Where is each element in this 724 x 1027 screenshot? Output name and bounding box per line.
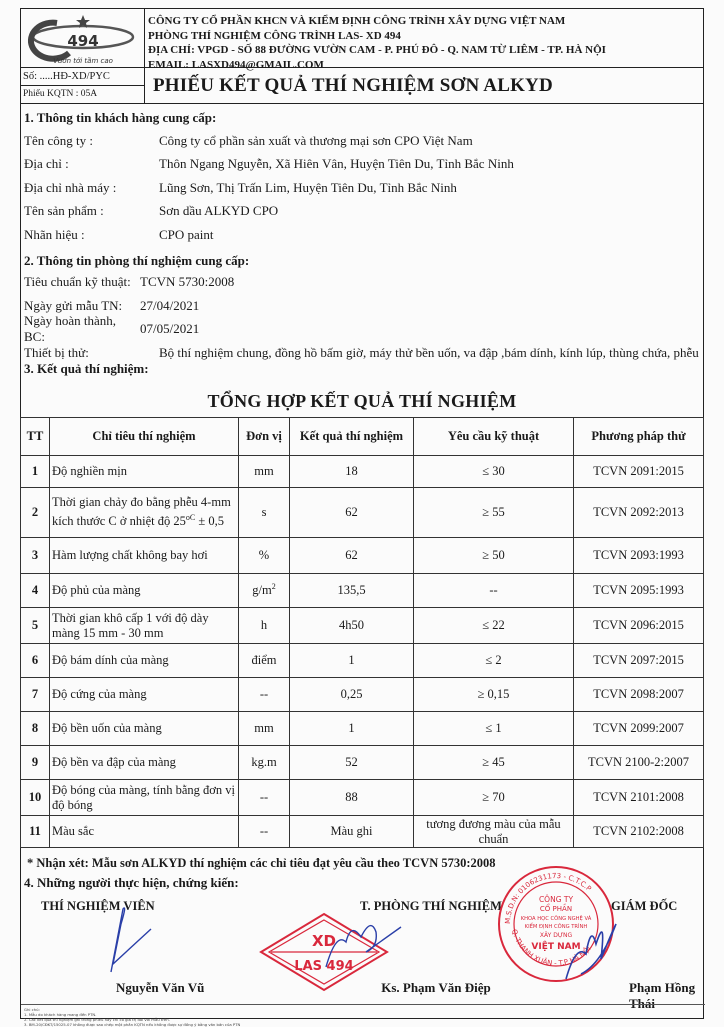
cell-method: TCVN 2098:2007: [574, 678, 704, 712]
company-email: EMAIL: LASXD494@GMAIL.COM: [148, 58, 324, 71]
report-title-row: [20, 68, 704, 104]
cell-method: TCVN 2092:2013: [574, 488, 704, 538]
report-title: PHIẾU KẾT QUẢ THÍ NGHIỆM SƠN ALKYD: [153, 75, 553, 96]
cell-method: TCVN 2091:2015: [574, 456, 704, 488]
cell-tt: 10: [21, 780, 50, 816]
cell-method: TCVN 2101:2008: [574, 780, 704, 816]
info-value: Sơn dầu ALKYD CPO: [159, 203, 279, 219]
logo-tagline: Vươn tới tầm cao: [53, 57, 113, 65]
table-row: [21, 488, 704, 538]
cell-result: 62: [290, 488, 414, 538]
cell-method: TCVN 2102:2008: [574, 816, 704, 848]
footnote-line: 3. BM-20/CĐKT/15025-07 không được sao chép một phần KQTN nếu không được sự đồng ý bằng văn bản của PTN: [24, 1022, 241, 1027]
lab-stamp-bottom-text: LAS 494: [294, 959, 354, 974]
info-label: Thiết bị thử:: [24, 345, 89, 360]
company-name: CÔNG TY CỔ PHẦN KHCN VÀ KIỂM ĐỊNH CÔNG TRÌNH XÂY DỰNG VIỆT NAM: [148, 15, 566, 27]
table-row: [21, 608, 704, 644]
reference-cell: [21, 68, 145, 103]
info-label: Ngày gửi mẫu TN:: [24, 297, 123, 313]
info-label: Địa chỉ nhà máy :: [24, 179, 117, 195]
cell-criterion: Độ phủ của màng: [50, 574, 239, 608]
cell-tt: 3: [21, 538, 50, 574]
cell-requirement: ≤ 1: [414, 712, 574, 746]
info-label: Tên công ty :: [24, 132, 93, 148]
name-lab-technician: Nguyễn Văn Vũ: [116, 980, 205, 995]
customer-info: [21, 129, 703, 247]
cell-method: TCVN 2093:1993: [574, 538, 704, 574]
info-row-completion-date: [21, 313, 703, 345]
info-value: CPO paint: [159, 226, 214, 242]
summary-title: TỔNG HỢP KẾT QUẢ THÍ NGHIỆM: [207, 391, 517, 411]
cell-result: 88: [290, 780, 414, 816]
role-lab-head: T. PHÒNG THÍ NGHIỆM: [360, 899, 502, 913]
info-label: Ngày hoàn thành, BC:: [24, 313, 117, 345]
info-row-brand: [21, 223, 703, 247]
seal-line: VIỆT NAM: [531, 942, 581, 952]
cell-tt: 5: [21, 608, 50, 644]
section-results-heading: 3. Kết quả thí nghiệm:: [24, 361, 149, 376]
cell-tt: 2: [21, 488, 50, 538]
cell-method: TCVN 2095:1993: [574, 574, 704, 608]
cell-method: TCVN 2096:2015: [574, 608, 704, 644]
cell-unit: điểm: [239, 644, 290, 678]
seal-line: CÔNG TY: [538, 895, 574, 904]
footnote-line: Ghi chú:: [24, 1007, 40, 1012]
seal-line: KHOA HỌC CÔNG NGHỆ VÀ: [520, 916, 592, 922]
info-value: Công ty cổ phần sản xuất và thương mại sơn CPO Việt Nam: [159, 132, 473, 148]
table-row: [21, 678, 704, 712]
info-value: Lũng Sơn, Thị Trấn Lim, Huyện Tiên Du, Tỉnh Bắc Ninh: [159, 179, 457, 195]
cell-tt: 4: [21, 574, 50, 608]
cell-tt: 7: [21, 678, 50, 712]
col-header-unit: Đơn vị: [239, 418, 290, 456]
cell-method: TCVN 2097:2015: [574, 644, 704, 678]
signature-director: [561, 904, 621, 984]
cell-unit: mm: [239, 712, 290, 746]
cell-unit: [239, 574, 290, 608]
test-report-page: [20, 8, 704, 1027]
svg-text:494: 494: [67, 32, 99, 50]
name-lab-head: Ks. Phạm Văn Điệp: [381, 980, 491, 995]
cell-unit: h: [239, 608, 290, 644]
info-value: 27/04/2021: [140, 297, 200, 313]
cell-criterion: Độ bền uốn của màng: [50, 712, 239, 746]
company-address: ĐỊA CHỈ: VPGD - SỐ 88 ĐƯỜNG VƯỜN CAM - P. PHÚ ĐÔ - Q. NAM TỪ LIÊM - TP. HÀ NỘI: [148, 44, 606, 56]
cell-criterion: Độ cứng của màng: [50, 678, 239, 712]
form-code: Phiếu KQTN : 05A: [23, 88, 98, 99]
cell-unit: --: [239, 678, 290, 712]
lab-name: PHÒNG THÍ NGHIỆM CÔNG TRÌNH LAS- XD 494: [148, 29, 401, 42]
criterion-tolerance: ± 0,5: [195, 514, 224, 529]
info-row-product: [21, 200, 703, 224]
table-row: [21, 746, 704, 780]
name-director: Phạm Hồng Thái: [629, 980, 696, 1011]
info-row-address: [21, 153, 703, 177]
cell-result: 4h50: [290, 608, 414, 644]
cell-requirement: ≤ 22: [414, 608, 574, 644]
info-value: Thôn Ngang Nguyễn, Xã Hiên Vân, Huyện Tiên Du, Tỉnh Bắc Ninh: [159, 156, 514, 172]
cell-criterion: Thời gian khô cấp 1 với độ dày màng 15 mm - 30 mm: [50, 608, 239, 644]
cell-criterion: [50, 488, 239, 538]
logo-494-icon: [27, 13, 139, 59]
seal-line: KIỂM ĐỊNH CÔNG TRÌNH: [524, 924, 588, 930]
info-row-standard: [21, 271, 703, 295]
cell-result: 62: [290, 538, 414, 574]
info-row-factory: [21, 176, 703, 200]
cell-criterion: Độ nghiền mịn: [50, 456, 239, 488]
cell-tt: 11: [21, 816, 50, 848]
company-logo: [21, 9, 145, 67]
unit-superscript: 2: [271, 582, 276, 592]
table-row: [21, 712, 704, 746]
signature-lab-head: [316, 912, 406, 972]
cell-unit: s: [239, 488, 290, 538]
cell-result: 0,25: [290, 678, 414, 712]
cell-requirement: ≤ 30: [414, 456, 574, 488]
report-header: [20, 8, 704, 71]
cell-requirement: ≥ 50: [414, 538, 574, 574]
cell-requirement: ≥ 0,15: [414, 678, 574, 712]
footnote: [21, 1004, 705, 1027]
cell-unit: --: [239, 816, 290, 848]
role-director: GIÁM ĐỐC: [611, 899, 678, 913]
cell-unit: %: [239, 538, 290, 574]
report-body: [20, 104, 704, 1027]
lab-stamp-top-text: XD: [311, 932, 337, 950]
footnote-line: 1. Mẫu do khách hàng mang đến PTN.: [24, 1012, 97, 1017]
col-header-tt: TT: [21, 418, 50, 456]
results-table: [20, 417, 704, 848]
cell-unit: --: [239, 780, 290, 816]
info-label: Nhãn hiệu :: [24, 226, 85, 242]
section-signatories-heading: 4. Những người thực hiện, chứng kiến:: [24, 875, 239, 890]
degree-superscript: oC: [185, 513, 196, 523]
info-label: Tên sản phẩm :: [24, 203, 104, 219]
table-row: [21, 538, 704, 574]
table-row: [21, 816, 704, 848]
cell-tt: 6: [21, 644, 50, 678]
section-customer-heading: 1. Thông tin khách hàng cung cấp:: [24, 110, 217, 125]
info-value: 07/05/2021: [140, 321, 200, 337]
info-label: Tiêu chuẩn kỹ thuật:: [24, 274, 131, 290]
info-label: Địa chỉ :: [24, 156, 69, 172]
col-header-criterion: Chỉ tiêu thí nghiệm: [50, 418, 239, 456]
cell-result: 1: [290, 712, 414, 746]
table-row: [21, 780, 704, 816]
remark-text: * Nhận xét: Mẫu sơn ALKYD thí nghiệm các chỉ tiêu đạt yêu cầu theo TCVN 5730:2008: [27, 856, 496, 870]
cell-requirement: ≥ 70: [414, 780, 574, 816]
cell-result: Màu ghi: [290, 816, 414, 848]
cell-requirement: ≤ 2: [414, 644, 574, 678]
role-lab-technician: THÍ NGHIỆM VIÊN: [41, 899, 155, 913]
lab-info: [21, 271, 703, 362]
cell-criterion: Độ bám dính của màng: [50, 644, 239, 678]
cell-method: TCVN 2099:2007: [574, 712, 704, 746]
info-value: TCVN 5730:2008: [140, 274, 235, 290]
info-value: Bộ thí nghiệm chung, đồng hồ bấm giờ, máy thử bền uốn, va đập ,bám dính, kính lúp, thùng chứa, phễu: [159, 345, 699, 360]
section-lab-heading: 2. Thông tin phòng thí nghiệm cung cấp:: [24, 252, 250, 268]
signature-technician: [91, 904, 171, 974]
cell-criterion: Độ bền va đập của màng: [50, 746, 239, 780]
cell-result: 135,5: [290, 574, 414, 608]
seal-line: CỔ PHẦN: [539, 905, 573, 913]
cell-criterion: Độ bóng của màng, tính bằng đơn vị độ bóng: [50, 780, 239, 816]
table-header-row: [21, 418, 704, 456]
col-header-method: Phương pháp thử: [574, 418, 704, 456]
cell-criterion: Hàm lượng chất không bay hơi: [50, 538, 239, 574]
col-header-requirement: Yêu cầu kỹ thuật: [414, 418, 574, 456]
col-header-result: Kết quả thí nghiệm: [290, 418, 414, 456]
criterion-text: Thời gian chảy đo bằng phễu 4-mm kích thước C ở nhiệt độ 25: [52, 495, 231, 529]
cell-unit: mm: [239, 456, 290, 488]
cell-tt: 1: [21, 456, 50, 488]
cell-requirement: tương đương màu của mẫu chuẩn: [414, 816, 574, 848]
cell-criterion: Màu sắc: [50, 816, 239, 848]
organization-info: [145, 9, 703, 71]
cell-result: 1: [290, 644, 414, 678]
seal-ring-bottom-text: Q. THANH XUÂN - T.P HÀ NỘI: [509, 928, 593, 968]
cell-requirement: --: [414, 574, 574, 608]
footnote-line: 2. Các kết quả thí nghiệm ghi trong phiếu này chỉ có giá trị đối với mẫu trên.: [24, 1017, 170, 1022]
cell-result: 18: [290, 456, 414, 488]
cell-requirement: ≥ 45: [414, 746, 574, 780]
cell-tt: 8: [21, 712, 50, 746]
seal-line: XÂY DỰNG: [539, 932, 573, 939]
table-row: [21, 644, 704, 678]
info-row-company: [21, 129, 703, 153]
cell-requirement: ≥ 55: [414, 488, 574, 538]
table-row: [21, 456, 704, 488]
cell-tt: 9: [21, 746, 50, 780]
unit-text: g/m: [252, 583, 272, 598]
cell-result: 52: [290, 746, 414, 780]
cell-method: TCVN 2100-2:2007: [574, 746, 704, 780]
table-row: [21, 574, 704, 608]
reference-number: Số: .....HĐ-XD/PYC: [21, 68, 144, 86]
cell-unit: kg.m: [239, 746, 290, 780]
seal-ring-text: M.S.D.N: 0106231173 - C.T.C.P: [503, 871, 593, 925]
